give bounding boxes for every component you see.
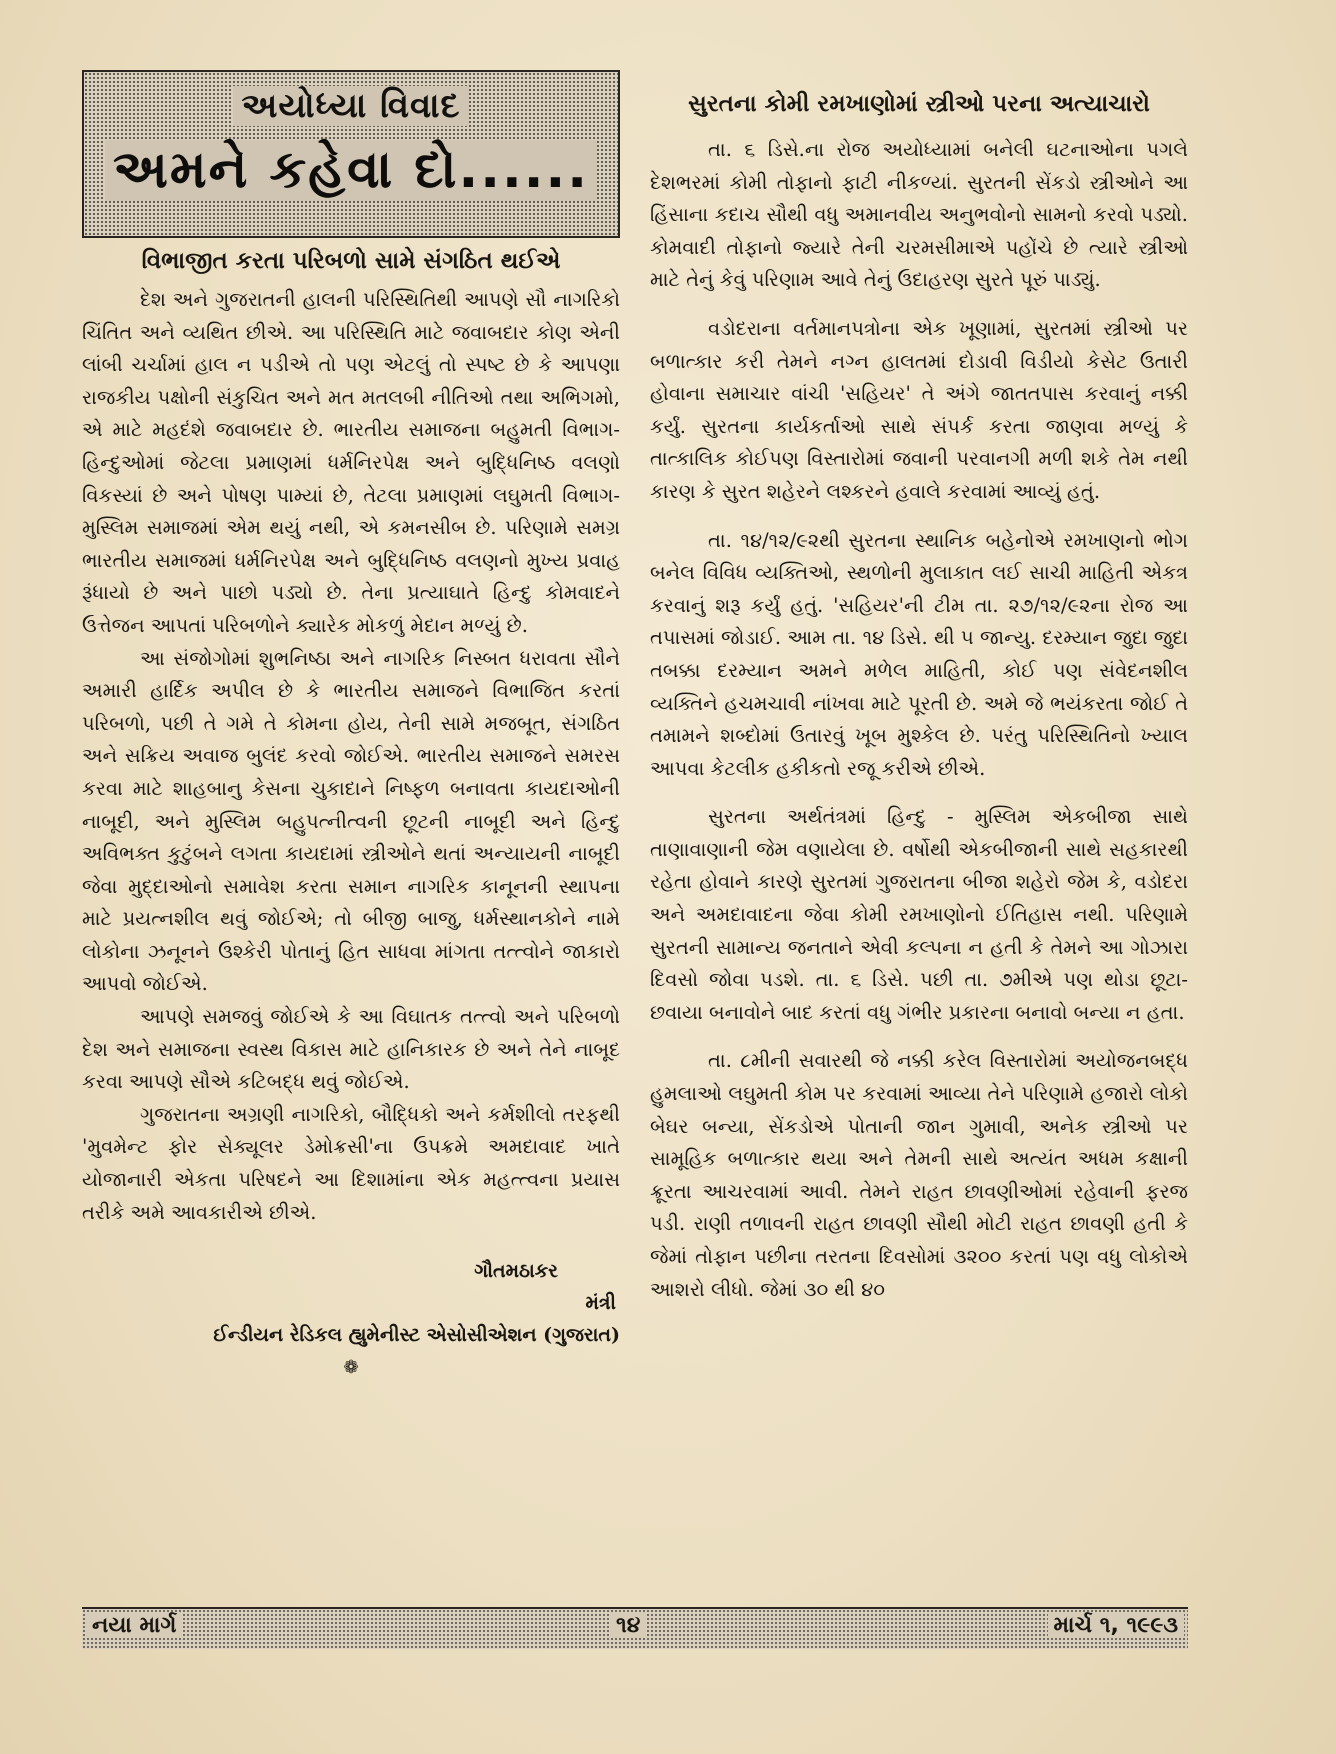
- editorial-paragraph: દેશ અને ગુજરાતની હાલની પરિસ્થિતિથી આપણે સૌ નાગરિકો ચિંતિત અને વ્યથિત છીએ. આ પરિસ્થિતિ માટે જવાબદાર કોણ એની લાંબી ચર્ચામાં હાલ ન પડીએ તો પણ એટલું તો સ્પષ્ટ છે કે આપણા રાજકીય પક્ષોની સંકુચિત અને મત મતલબી નીતિઓ તથા અભિગમો, એ માટે મહદંશે જવાબદાર છે. ભારતીય સમાજના બહુમતી વિભાગ-હિન્દુઓમાં જેટલા પ્રમાણમાં ધર્મનિરપેક્ષ અને બુદ્ધિનિષ્ઠ વલણો વિકસ્યાં છે અને પોષણ પામ્યાં છે, તેટલા પ્રમાણમાં લઘુમતી વિભાગ-મુસ્લિમ સમાજમાં એમ થયું નથી, એ કમનસીબ છે. પરિણામે સમગ્ર ભારતીય સમાજમાં ધર્મનિરપેક્ષ અને બુદ્ધિનિષ્ઠ વલણનો મુખ્ય પ્રવાહ રૂંધાયો છે અને પાછો પડ્યો છે. તેના પ્રત્યાઘાતે હિન્દુ કોમવાદને ઉત્તેજન આપતાં પરિબળોને ક્યારેક મોકળું મેદાન મળ્યું છે.: [82, 288, 620, 637]
- issue-date: માર્ચ ૧, ૧૯૯૩: [1048, 1613, 1184, 1638]
- editorial-column: [82, 70, 620, 1378]
- banner-title: અયોધ્યા વિવાદ: [233, 86, 468, 126]
- article-title: સુરતના કોમી રમખાણોમાં સ્ત્રીઓ પરના અત્યાચારો: [688, 91, 1150, 117]
- page-footer: [82, 1607, 1188, 1649]
- editorial-subhead: વિભાજીત કરતા પરિબળો સામે સંગઠિત થઈએ: [141, 248, 561, 274]
- signature-block: [82, 1255, 620, 1351]
- banner-headline: અમને કહેવા દો......: [105, 140, 597, 201]
- article-paragraph: વડોદરાના વર્તમાનપત્રોના એક ખૂણામાં, સુરતમાં સ્ત્રીઓ પર બળાત્કાર કરી તેમને નગ્ન હાલતમાં દોડાવી વિડીયો કેસેટ ઉતારી હોવાના સમાચાર વાંચી 'સહિયર' તે અંગે જાતતપાસ કરવાનું નક્કી કર્યું. સુરતના કાર્યકર્તાઓ સાથે સંપર્ક કરતા જાણવા મળ્યું કે તાત્કાલિક કોઈપણ વિસ્તારોમાં જવાની પરવાનગી મળી શકે તેમ નથી કારણ કે સુરત શહેરને લશ્કરને હવાલે કરવામાં આવ્યું હતું.: [650, 316, 1188, 503]
- editorial-paragraph: આ સંજોગોમાં શુભનિષ્ઠા અને નાગરિક નિસ્બત ધરાવતા સૌને અમારી હાર્દિક અપીલ છે કે ભારતીય સમાજને વિભાજિત કરતાં પરિબળો, પછી તે ગમે તે કોમના હોય, તેની સામે મજબૂત, સંગઠિત અને સક્રિય અવાજ બુલંદ કરવો જોઈએ. ભારતીય સમાજને સમરસ કરવા માટે શાહબાનુ કેસના ચુકાદાને નિષ્ફળ બનાવતા કાયદાઓની નાબૂદી, અને મુસ્લિમ બહુપત્નીત્વની છૂટની નાબૂદી અને હિન્દુ અવિભક્ત કુટુંબને લગતા કાયદામાં સ્ત્રીઓને થતાં અન્યાયની નાબૂદી જેવા મુદ્દાઓનો સમાવેશ કરતા સમાન નાગરિક કાનૂનની સ્થાપના માટે પ્રયત્નશીલ થવું જોઈએ; તો બીજી બાજુ, ધર્મસ્થાનકોને નામે લોકોના ઝનૂનને ઉશ્કેરી પોતાનું હિત સાધવા માંગતા તત્ત્વોને જાકારો આપવો જોઈએ.: [82, 646, 620, 996]
- article-paragraph: તા. ૧૪/૧૨/૯૨થી સુરતના સ્થાનિક બહેનોએ રમખાણનો ભોગ બનેલ વિવિધ વ્યક્તિઓ, સ્થળોની મુલાકાત લઈ સાચી માહિતી એકત્ર કરવાનું શરૂ કર્યું હતું. 'સહિયર'ની ટીમ તા. ૨૭/૧૨/૯૨ના રોજ આ તપાસમાં જોડાઈ. આમ તા. ૧૪ ડિસે. થી ૫ જાન્યુ. દરમ્યાન જુદા જુદા તબક્કા દરમ્યાન અમને મળેલ માહિતી, કોઈ પણ સંવેદનશીલ વ્યક્તિને હચમચાવી નાંખવા માટે પૂરતી છે. અમે જે ભયંકરતા જોઈ તે તમામને શબ્દોમાં ઉતારવું ખૂબ મુશ્કેલ છે. પરંતુ પરિસ્થિતિનો ખ્યાલ આપવા કેટલીક હકીકતો રજૂ કરીએ છીએ.: [650, 528, 1188, 780]
- editorial-paragraph: ગુજરાતના અગ્રણી નાગરિકો, બૌદ્ધિકો અને કર્મશીલો તરફથી 'મુવમેન્ટ ફોર સેક્યૂલર ડેમોક્રસી'ના ઉપક્રમે અમદાવાદ ખાતે યોજાનારી એકતા પરિષદને આ દિશામાંના એક મહત્ત્વના પ્રયાસ તરીકે અમે આવકારીએ છીએ.: [82, 1102, 620, 1224]
- magazine-name: નયા માર્ગ: [86, 1613, 182, 1638]
- editorial-paragraph: આપણે સમજવું જોઈએ કે આ વિઘાતક તત્ત્વો અને પરિબળો દેશ અને સમાજના સ્વસ્થ વિકાસ માટે હાનિકારક છે અને તેને નાબૂદ કરવા આપણે સૌએ કટિબદ્ધ થવું જોઈએ.: [82, 1005, 620, 1094]
- signature-role: મંત્રી: [585, 1292, 616, 1315]
- signature-org: ઈન્ડીયન રેડિકલ હ્યુમેનીસ્ટ એસોસીએશન (ગુજરાત): [213, 1324, 620, 1347]
- article-paragraph: સુરતના અર્થતંત્રમાં હિન્દુ - મુસ્લિમ એકબીજા સાથે તાણાવાણાની જેમ વણાયેલા છે. વર્ષોથી એકબીજાની સાથે સહકારથી રહેતા હોવાને કારણે સુરતમાં ગુજરાતના બીજા શહેરો જેમ કે, વડોદરા અને અમદાવાદના જેવા કોમી રમખાણોનો ઈતિહાસ નથી. પરિણામે સુરતની સામાન્ય જનતાને એવી કલ્પના ન હતી કે તેમને આ ગોઝારા દિવસો જોવા પડશે. તા. ૬ ડિસે. પછી તા. ૭મીએ પણ થોડા છૂટા-છવાયા બનાવોને બાદ કરતાં વધુ ગંભીર પ્રકારના બનાવો બન્યા ન હતા.: [650, 805, 1188, 1024]
- page-number: ૧૪: [610, 1613, 646, 1638]
- article-paragraph: તા. ૬ ડિસે.ના રોજ અયોધ્યામાં બનેલી ઘટનાઓના પગલે દેશભરમાં કોમી તોફાનો ફાટી નીકળ્યાં. સુરતની સેંકડો સ્ત્રીઓને આ હિંસાના કદાચ સૌથી વધુ અમાનવીય અનુભવોનો સામનો કરવો પડ્યો. કોમવાદી તોફાનો જ્યારે તેની ચરમસીમાએ પહોંચે છે ત્યારે સ્ત્રીઓ માટે તેનું કેવું પરિણામ આવે તેનું ઉદાહરણ સુરતે પૂરું પાડ્યું.: [650, 138, 1188, 292]
- editorial-banner: [82, 70, 620, 238]
- article-column: [650, 84, 1188, 1322]
- ornament-icon: ❁: [343, 1357, 359, 1379]
- signature-name: ગૌતમઠાકર: [474, 1260, 558, 1283]
- article-paragraph: તા. ૮મીની સવારથી જે નક્કી કરેલ વિસ્તારોમાં અયોજનબદ્ધ હુમલાઓ લઘુમતી કોમ પર કરવામાં આવ્યા તેને પરિણામે હજારો લોકો બેઘર બન્યા, સેંકડોએ પોતાની જાન ગુમાવી, અનેક સ્ત્રીઓ પર સામૂહિક બળાત્કાર થયા અને તેમની સાથે અત્યંત અધમ કક્ષાની ક્રૂરતા આચરવામાં આવી. તેમને રાહત છાવણીઓમાં રહેવાની ફરજ પડી. રાણી તળાવની રાહત છાવણી સૌથી મોટી રાહત છાવણી હતી કે જેમાં તોફાન પછીના તરતના દિવસોમાં ૩૨૦૦ કરતાં પણ વધુ લોકોએ આશરો લીધો. જેમાં ૩૦ થી ૪૦: [650, 1049, 1188, 1301]
